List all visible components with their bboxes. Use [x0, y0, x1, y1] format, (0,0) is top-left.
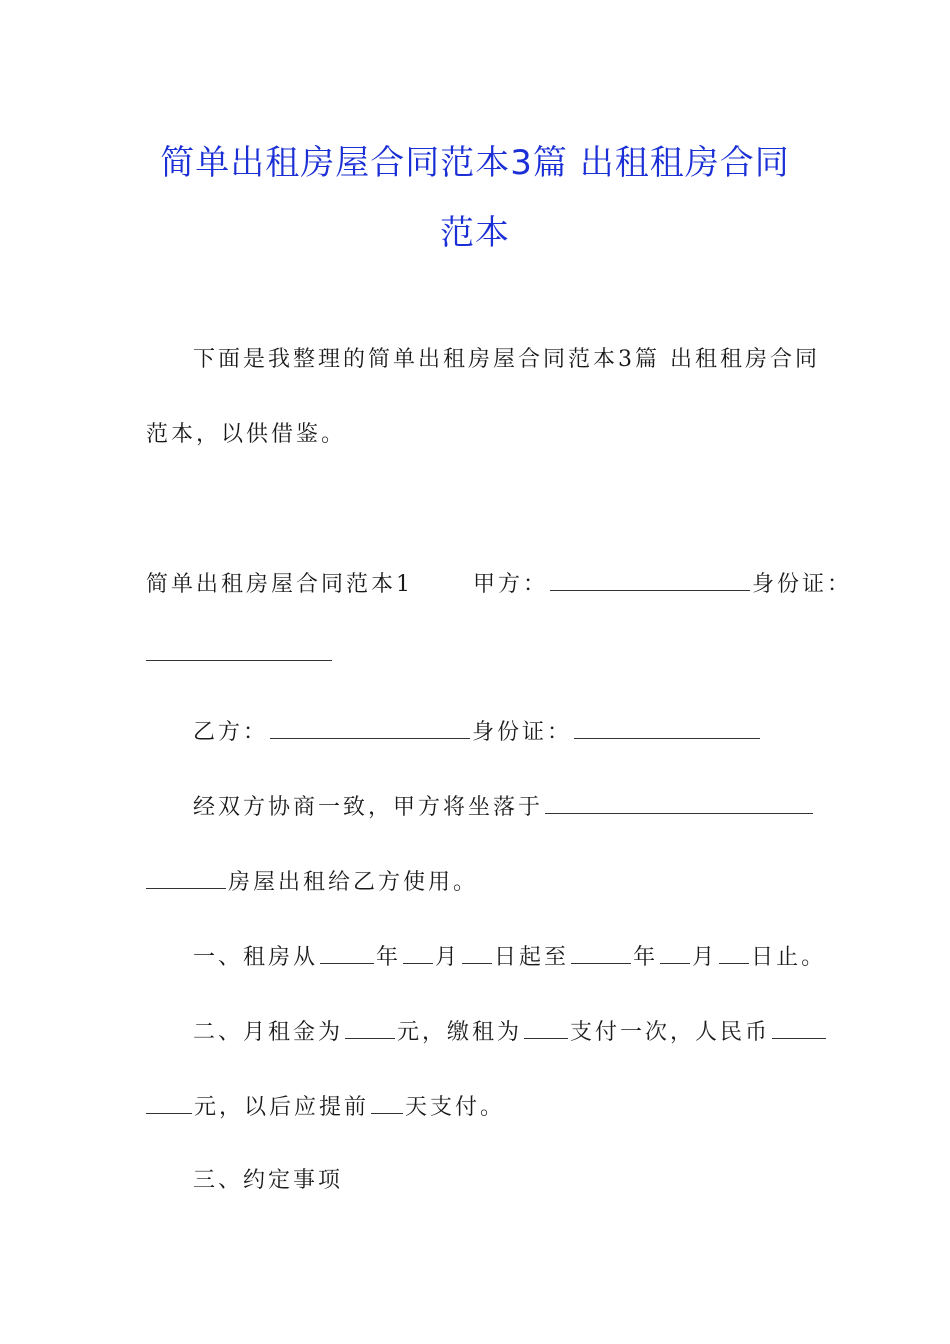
yuan-label: 元，以后应提前: [194, 1095, 370, 1120]
contract-1-heading: 简单出租房屋合同范本1: [146, 572, 413, 597]
clause-2-line-1: [193, 1018, 828, 1048]
pay-once-label: 支付一次，人民币: [570, 1020, 771, 1045]
year-label: 年: [376, 945, 402, 970]
end-day-blank: [719, 943, 749, 964]
end-month-blank: [660, 943, 690, 964]
end-year-blank: [571, 943, 631, 964]
rmb-amount-blank: [772, 1018, 826, 1039]
clause-2-prefix: 二、月租金为: [193, 1020, 344, 1045]
party-a-id-line: [146, 640, 334, 670]
location-clause-line-1: [193, 793, 815, 823]
month-label: 月: [692, 945, 718, 970]
rmb-amount-blank-cont: [146, 1093, 192, 1114]
month-label: 月: [435, 945, 461, 970]
party-a-label: 甲方：: [473, 572, 549, 597]
party-b-line: [193, 718, 762, 748]
intro-text-2: 范本，以供借鉴。: [146, 422, 347, 447]
advance-days-blank: [371, 1093, 403, 1114]
clause-2-line-2: [146, 1093, 505, 1123]
location-blank: [545, 793, 813, 814]
clause-1-line: [193, 943, 826, 973]
document-title-line-1: 简单出租房屋合同范本3篇 出租租房合同: [160, 143, 790, 183]
start-month-blank: [403, 943, 433, 964]
intro-paragraph-line-1: [193, 345, 820, 375]
intro-paragraph-line-2: [146, 420, 346, 450]
party-b-label: 乙方：: [193, 720, 269, 745]
document-title-line-2: 范本: [440, 213, 510, 253]
party-a-id-label: 身份证：: [752, 572, 853, 597]
location-clause-prefix: 经双方协商一致，甲方将坐落于: [193, 795, 544, 820]
payment-period-blank: [524, 1018, 568, 1039]
start-year-blank: [320, 943, 374, 964]
contract-1-header-line: [146, 570, 852, 600]
party-a-name-blank: [550, 570, 750, 591]
day-from-label: 日起至: [494, 945, 570, 970]
party-b-id-blank: [574, 718, 760, 739]
location-blank-cont: [146, 868, 226, 889]
yuan-comma-label: 元，缴租为: [397, 1020, 523, 1045]
intro-text-1: 下面是我整理的简单出租房屋合同范本3篇 出租租房合同: [193, 347, 820, 372]
party-b-name-blank: [270, 718, 470, 739]
start-day-blank: [462, 943, 492, 964]
location-clause-suffix: 房屋出租给乙方使用。: [228, 870, 479, 895]
year-label: 年: [633, 945, 659, 970]
clause-3-line: [193, 1166, 343, 1196]
party-a-id-blank: [146, 640, 332, 661]
location-clause-line-2: [146, 868, 478, 898]
party-b-id-label: 身份证：: [472, 720, 573, 745]
clause-1-prefix: 一、租房从: [193, 945, 319, 970]
monthly-rent-blank: [345, 1018, 395, 1039]
day-to-label: 日止。: [751, 945, 827, 970]
clause-3-heading: 三、约定事项: [193, 1168, 344, 1193]
days-pay-label: 天支付。: [405, 1095, 506, 1120]
